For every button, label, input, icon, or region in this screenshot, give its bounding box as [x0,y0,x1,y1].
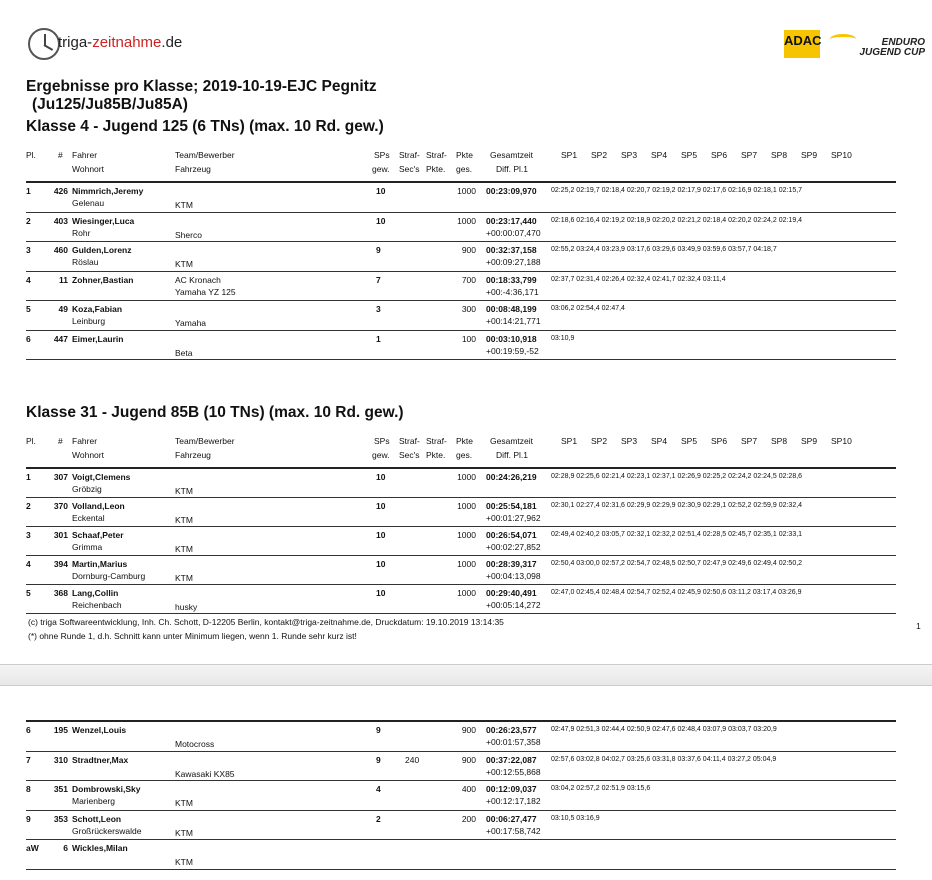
swoosh-icon [830,34,856,44]
sps-count: 10 [376,559,386,569]
col-wohnort: Wohnort [72,450,104,460]
special-stage-times: 02:55,2 03:24,4 03:23,9 03:17,6 03:29,6 03:49,9 03:59,6 03:57,7 04:18,7 [551,246,777,253]
page-break [0,664,932,686]
col-sps: SPs [374,150,390,160]
driver-name: Lang,Collin [72,588,119,598]
total-time: 00:25:54,181 [486,501,537,511]
driver-name: Voigt,Clemens [72,472,131,482]
diff-to-first: +00:01:27,962 [486,513,541,523]
diff-to-first: +00:-4:36,171 [486,286,539,297]
vehicle: Motocross [175,739,215,749]
col-diff: Diff. Pl.1 [496,450,528,460]
placement: 1 [26,186,31,196]
total-points: 1000 [457,215,476,226]
diff-to-first: +00:05:14,272 [486,600,541,610]
diff-to-first: +00:12:55,868 [486,766,541,777]
vehicle: KTM [175,259,193,269]
sps-count: 9 [376,725,381,735]
total-time: 00:29:40,491 [486,588,537,598]
sps-count: 1 [376,333,381,344]
diff-to-first: +00:00:07,470 [486,227,541,238]
col-straf-pkte: Straf- [426,436,447,446]
driver-hometown: Marienberg [72,796,115,806]
total-time: 00:08:48,199 [486,304,537,314]
special-stage-times: 03:10,9 [551,334,575,342]
table-row [26,839,896,869]
col-sp1: SP1 [561,436,578,446]
start-number: 310 [53,754,68,765]
table-row [26,241,896,271]
col-sp4: SP4 [651,436,668,446]
col-ges: ges. [456,164,473,174]
driver-hometown: Dornburg-Camburg [72,571,146,581]
vehicle: KTM [175,515,193,525]
table-row [26,584,896,613]
vehicle: KTM [175,486,193,496]
special-stage-times: 02:28,9 02:25,6 02:21,4 02:23,1 02:37,1 02:26,9 02:25,2 02:24,2 02:24,5 02:28,6 [551,473,803,480]
diff-to-first: +00:04:13,098 [486,571,541,581]
start-number: 460 [53,245,68,255]
col-pl: Pl. [26,150,36,160]
enduro-jugend-cup-logo: ENDURO JUGEND CUP [830,38,925,58]
col-team: Team/Bewerber [175,150,235,160]
table-row [26,810,896,840]
diff-to-first: +00:12:17,182 [486,796,541,806]
diff-to-first: +00:01:57,358 [486,737,541,747]
driver-name: Zohner,Bastian [72,274,134,285]
col-straf-secs: Straf- [399,436,420,446]
col-pkte: Pkte [456,436,474,446]
table-row [26,497,896,526]
total-time: 00:24:26,219 [486,472,537,482]
total-points: 1000 [457,186,476,196]
sps-count: 4 [376,784,381,794]
placement: 6 [26,333,31,344]
total-time: 00:32:37,158 [486,245,537,255]
sps-count: 10 [376,530,386,540]
col-sp3: SP3 [621,436,638,446]
placement: 1 [26,472,31,482]
col-nr: # [58,150,63,160]
table-row [26,182,896,212]
special-stage-times: 02:18,6 02:16,4 02:19,2 02:18,9 02:20,2 02:21,2 02:18,4 02:20,2 02:24,2 02:19,4 [551,216,803,224]
footer-note: (*) ohne Runde 1, d.h. Schnitt kann unter Minimum liegen, wenn 1. Runde sehr kurz ist! [28,631,357,641]
table-row [26,468,896,497]
col-fahrer: Fahrer [72,150,98,160]
total-points: 1000 [457,588,476,598]
footer-copyright: (c) triga Softwareentwicklung, Inh. Ch. Schott, D-12205 Berlin, kontakt@triga-zeitnahme.de, Druckdatum: 19.10.2019 13:14:35 [28,617,504,627]
table-row [26,751,896,781]
special-stage-times: 03:10,5 03:16,9 [551,814,600,822]
col-sp9: SP9 [801,150,818,160]
driver-hometown: Leinburg [72,316,106,326]
driver-hometown: Eckental [72,513,105,523]
diff-to-first: +00:02:27,852 [486,542,541,552]
total-points: 700 [461,274,476,285]
page-number: 1 [916,621,921,631]
total-time: 00:23:17,440 [486,215,537,226]
start-number: 394 [53,559,68,569]
col-sp6: SP6 [711,150,728,160]
driver-name: Eimer,Laurin [72,333,124,344]
row-divider [26,613,896,614]
table-row [26,780,896,810]
start-number: 351 [53,784,68,794]
driver-name: Schaaf,Peter [72,530,124,540]
placement: 4 [26,559,31,569]
sps-count: 10 [376,588,386,598]
col-sp8: SP8 [771,436,788,446]
special-stage-times: 02:49,4 02:40,2 03:05,7 02:32,1 02:32,2 02:51,4 02:28,5 02:45,7 02:35,1 02:33,1 [551,531,803,538]
driver-name: Dombrowski,Sky [72,784,141,794]
col-ges: ges. [456,450,473,460]
col-sp1: SP1 [561,150,578,160]
start-number: 6 [63,843,68,853]
placement: 5 [26,304,31,314]
start-number: 307 [53,472,68,482]
special-stage-times: 03:04,2 02:57,2 02:51,9 03:15,6 [551,785,651,792]
col-pkte: Pkte [456,150,474,160]
start-number: 426 [53,186,68,196]
vehicle: Yamaha YZ 125 [175,286,236,297]
col-fahrer: Fahrer [72,436,98,446]
special-stage-times: 02:47,0 02:45,4 02:48,4 02:54,7 02:52,4 02:45,9 02:50,6 03:11,2 03:17,4 03:26,9 [551,589,802,596]
table-row [26,526,896,555]
col-gew: gew. [372,450,390,460]
page-subtitle: (Ju125/Ju85B/Ju85A) [32,96,188,113]
total-time: 00:18:33,799 [486,274,537,285]
placement: 2 [26,501,31,511]
special-stage-times: 02:47,9 02:51,3 02:44,4 02:50,9 02:47,6 02:48,4 03:07,9 03:03,7 03:20,9 [551,726,777,733]
col-straf-pkte-sub: Pkte. [426,164,446,174]
driver-hometown: Grimma [72,542,103,552]
col-nr: # [58,436,63,446]
total-time: 00:26:54,071 [486,530,537,540]
placement: aW [26,843,39,853]
col-gew: gew. [372,164,390,174]
diff-to-first: +00:14:21,771 [486,316,541,326]
table-row [26,330,896,360]
placement: 8 [26,784,31,794]
col-sp10: SP10 [831,150,852,160]
total-points: 1000 [457,530,476,540]
driver-hometown: Gröbzig [72,484,102,494]
start-number: 11 [59,274,68,285]
driver-hometown: Großrückerswalde [72,825,142,836]
total-points: 400 [461,784,476,794]
col-sp2: SP2 [591,436,608,446]
driver-name: Volland,Leon [72,501,125,511]
vehicle: Yamaha [175,318,207,328]
vehicle: KTM [175,857,193,867]
col-fahrzeug: Fahrzeug [175,164,211,174]
class-4-title: Klasse 4 - Jugend 125 (6 TNs) (max. 10 Rd. gew.) [26,118,384,135]
start-number: 49 [58,304,68,314]
col-sp6: SP6 [711,436,728,446]
adac-logo: ADAC [784,30,820,58]
col-sp5: SP5 [681,150,698,160]
col-sp7: SP7 [741,150,758,160]
total-time: 00:06:27,477 [486,813,537,824]
total-points: 300 [461,304,476,314]
row-divider [26,869,896,870]
special-stage-times: 02:25,2 02:19,7 02:18,4 02:20,7 02:19,2 02:17,9 02:17,6 02:16,9 02:18,1 02:15,7 [551,187,803,194]
row-divider [26,359,896,360]
driver-name: Martin,Marius [72,559,128,569]
driver-hometown: Röslau [72,257,99,267]
total-time: 00:28:39,317 [486,559,537,569]
col-sp9: SP9 [801,436,818,446]
col-gesamtzeit: Gesamtzeit [490,436,533,446]
vehicle: husky [175,602,198,612]
total-points: 100 [461,333,476,344]
sps-count: 9 [376,245,381,255]
total-points: 900 [461,754,476,765]
diff-to-first: +00:19:59,-52 [486,345,539,356]
col-straf-secs: Straf- [399,150,420,160]
vehicle: Kawasaki KX85 [175,768,235,779]
vehicle: KTM [175,827,193,838]
total-time: 00:37:22,087 [486,754,537,765]
total-points: 1000 [457,472,476,482]
driver-name: Koza,Fabian [72,304,123,314]
start-number: 301 [53,530,68,540]
placement: 5 [26,588,31,598]
col-gesamtzeit: Gesamtzeit [490,150,533,160]
driver-hometown: Gelenau [72,198,105,208]
special-stage-times: 02:50,4 03:00,0 02:57,2 02:54,7 02:48,5 02:50,7 02:47,9 02:49,6 02:49,4 02:50,2 [551,560,803,567]
special-stage-times: 02:37,7 02:31,4 02:26,4 02:32,4 02:41,7 02:32,4 03:11,4 [551,275,726,283]
placement: 2 [26,215,31,226]
col-pl: Pl. [26,436,36,446]
col-sp10: SP10 [831,436,852,446]
driver-name: Gulden,Lorenz [72,245,132,255]
table-row [26,555,896,584]
sps-count: 10 [376,215,386,226]
placement: 4 [26,274,31,285]
table-row [26,300,896,330]
vehicle: Sherco [175,229,202,240]
col-wohnort: Wohnort [72,164,104,174]
total-points: 1000 [457,501,476,511]
sps-count: 10 [376,501,386,511]
total-points: 900 [461,725,476,735]
total-points: 200 [461,813,476,824]
col-secs: Sec's [399,164,420,174]
special-stage-times: 02:30,1 02:27,4 02:31,6 02:29,9 02:29,9 02:30,9 02:29,1 02:52,2 02:59,9 02:32,4 [551,502,803,509]
sps-count: 9 [376,754,381,765]
diff-to-first: +00:17:58,742 [486,825,541,836]
col-diff: Diff. Pl.1 [496,164,528,174]
placement: 3 [26,245,31,255]
start-number: 370 [53,501,68,511]
sps-count: 3 [376,304,381,314]
class-31-title: Klasse 31 - Jugend 85B (10 TNs) (max. 10 Rd. gew.) [26,404,404,421]
col-sp4: SP4 [651,150,668,160]
total-time: 00:12:09,037 [486,784,537,794]
placement: 7 [26,754,31,765]
triga-logo [28,28,228,62]
placement: 6 [26,725,31,735]
total-points: 1000 [457,559,476,569]
col-fahrzeug: Fahrzeug [175,450,211,460]
driver-name: Nimmrich,Jeremy [72,186,144,196]
penalty-seconds: 240 [405,754,420,765]
team: AC Kronach [175,274,221,285]
start-number: 403 [53,215,68,226]
col-sp3: SP3 [621,150,638,160]
col-sps: SPs [374,436,390,446]
page-title: Ergebnisse pro Klasse; 2019-10-19-EJC Pegnitz [26,78,377,95]
driver-hometown: Rohr [72,227,91,238]
stopwatch-icon [28,28,60,60]
vehicle: KTM [175,573,193,583]
col-sp7: SP7 [741,436,758,446]
col-straf-pkte: Straf- [426,150,447,160]
col-team: Team/Bewerber [175,436,235,446]
driver-name: Wiesinger,Luca [72,215,135,226]
table-row [26,721,896,751]
total-time: 00:23:09,970 [486,186,537,196]
logo-text: triga-zeitnahme.de [58,34,183,51]
driver-name: Schott,Leon [72,813,122,824]
col-sp2: SP2 [591,150,608,160]
special-stage-times: 03:06,2 02:54,4 02:47,4 [551,305,625,312]
sps-count: 10 [376,472,386,482]
table-row [26,212,896,242]
vehicle: KTM [175,798,193,808]
start-number: 353 [53,813,68,824]
vehicle: KTM [175,200,193,210]
start-number: 195 [53,725,68,735]
col-sp5: SP5 [681,436,698,446]
total-time: 00:03:10,918 [486,333,537,344]
driver-name: Wickles,Milan [72,843,128,853]
sps-count: 7 [376,274,381,285]
column-header [26,436,896,470]
start-number: 447 [53,333,68,344]
col-sp8: SP8 [771,150,788,160]
sps-count: 10 [376,186,386,196]
col-straf-pkte-sub: Pkte. [426,450,446,460]
vehicle: KTM [175,544,193,554]
driver-name: Stradtner,Max [72,754,129,765]
total-points: 900 [461,245,476,255]
start-number: 368 [53,588,68,598]
diff-to-first: +00:09:27,188 [486,257,541,267]
table-row [26,271,896,301]
column-header [26,150,896,184]
driver-name: Wenzel,Louis [72,725,127,735]
vehicle: Beta [175,347,193,358]
total-time: 00:26:23,577 [486,725,537,735]
placement: 9 [26,813,31,824]
sps-count: 2 [376,813,381,824]
col-secs: Sec's [399,450,420,460]
placement: 3 [26,530,31,540]
special-stage-times: 02:57,6 03:02,8 04:02,7 03:25,6 03:31,8 03:37,6 04:11,4 03:27,2 05:04,9 [551,755,777,763]
driver-hometown: Reichenbach [72,600,122,610]
